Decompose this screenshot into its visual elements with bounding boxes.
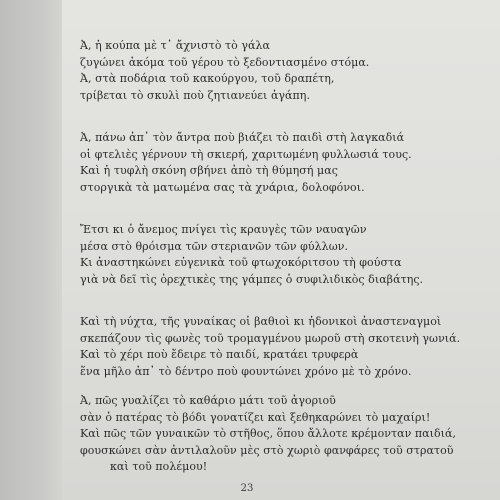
poem-line: γιὰ νὰ δεῖ τὶς ὀρεχτικὲς της γάμπες ὁ συφιλιδικὸς διαβάτης. [80,272,424,286]
book-gutter-shadow [0,0,62,500]
poem-line: Καὶ τὴ νύχτα, τῆς γυναίκας οἱ βαθιοὶ κι ἡδονικοὶ ἀναστεναγμοὶ [80,315,442,328]
poem-line: Καὶ ἡ τυφλὴ σκόνη σβήνει ἀπὸ τὴ θύμησή μας [80,164,338,177]
poem-line: ζυγώνει ἀκόμα τοῦ γέρου τὸ ξεδοντιασμένο στόμα. [80,55,370,69]
poem-line: σὰν ὁ πατέρας τὸ βόδι γονατίζει καὶ ξεθηκαρώνει τὸ μαχαίρι! [80,410,431,424]
poem-line: Καὶ τὸ χέρι ποὺ ἔδειρε τὸ παιδί, κρατάει τρυφερὰ [80,348,359,361]
poem-line: ἕνα μῆλο ἀπ᾿ τὸ δέντρο ποὺ φουντώνει χρόνο μὲ τὸ χρόνο. [80,364,412,378]
poem-line: μέσα στὸ θρόισμα τῶν στεριανῶν τῶν φύλλων. [80,239,349,253]
poem-line: Κι ἀναστηκώνει εὐγενικὰ τοῦ φτωχοκόριτσου τὴ φούστα [80,256,402,269]
stanza-1 [80,38,500,104]
stanza-5 [80,393,500,476]
poem-line: Ἔτσι κι ὁ ἄνεμος πνίγει τὶς κραυγὲς τῶν ναυαγῶν [80,223,367,236]
stanza-2 [80,130,500,196]
poem-line: στοργικὰ τὰ ματωμένα σας τὰ χνάρια, δολοφόνοι. [80,180,365,194]
poem-line: οἱ φτελιὲς γέρνουν τὴ σκιερή, χαριτωμένη φυλλωσιά τους. [80,147,412,161]
stanza-4 [80,314,500,380]
poem-line: σκεπάζουν τὶς φωνὲς τοῦ τρομαγμένου μωροῦ στὴ σκοτεινὴ γωνιά. [80,331,461,345]
poem-line: Ἀ, ἡ κούπα μὲ τ᾿ ἄχνιστὸ τὸ γάλα [80,39,271,52]
poem-line: Ἀ, πάνω ἀπ᾿ τὸν ἄντρα ποὺ βιάζει τὸ παιδὶ στὴ λαγκαδιά [80,131,405,144]
poem-line: Ἀ, πῶς γυαλίζει τὸ καθάριο μάτι τοῦ ἀγοριοῦ [80,394,336,407]
stanza-3 [80,222,500,288]
poem-line: Καὶ πῶς τῶν γυναικῶν τὸ στῆθος, ὅπου ἄλλοτε κρέμονταν παιδιά, [80,427,457,440]
poem-line: τρίβεται τὸ σκυλὶ ποὺ ζητιανεύει ἀγάπη. [80,88,310,102]
page-number: 23 [240,483,254,494]
poem-line: καὶ τοῦ πολέμου! [110,460,208,473]
poem-line: φουσκώνει σὰν ἀντιλαλοῦν μὲς στὸ χωριὸ φανφάρες τοῦ στρατοῦ [80,443,454,457]
book-page [62,0,500,500]
poem-line: Ἀ, στὰ ποδάρια τοῦ κακούργου, τοῦ δραπέτη, [80,72,335,85]
